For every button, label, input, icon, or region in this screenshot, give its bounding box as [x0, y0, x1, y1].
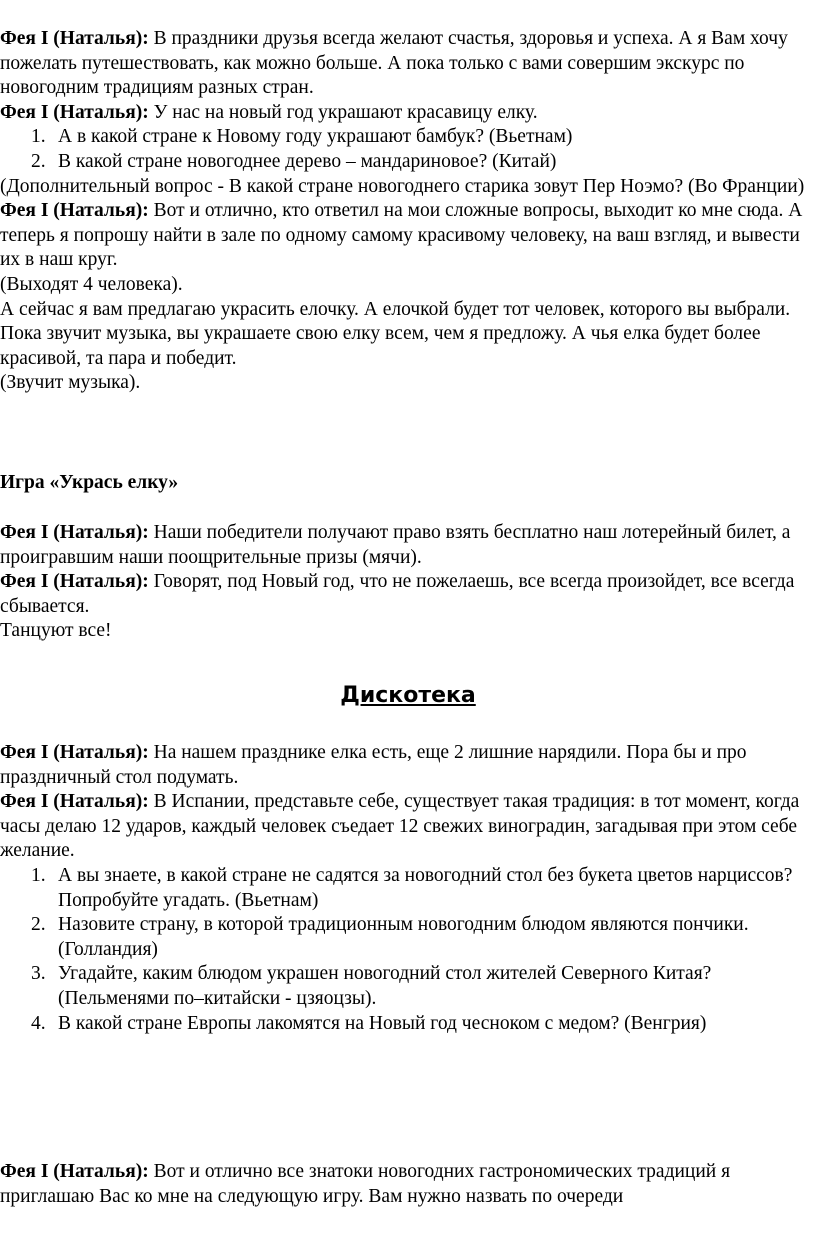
list-number: 3.: [31, 963, 46, 985]
list-item: [0, 913, 812, 962]
question-list: [0, 125, 812, 174]
list-number: 2.: [31, 150, 46, 172]
paragraph-text: Вот и отлично все знатоки новогодних гастрономических традиций я приглашаю Вас ко мне на следующую игру. Вам нужно назвать по очереди: [0, 1161, 731, 1207]
speaker-label: Фея I (Наталья):: [0, 571, 149, 593]
paragraph-text: Вот и отлично, кто ответил на мои сложные вопросы, выходит ко мне сюда. А теперь я попрошу найти в зале по одному самому красивому человеку, на ваш взгляд, и вывести их в наш круг.: [0, 200, 803, 271]
paragraph-text: Наши победители получают право взять бесплатно наш лотерейный билет, а проигравшим наши поощрительные призы (мячи).: [0, 522, 791, 568]
game-title: Игра «Укрась елку»: [0, 472, 179, 493]
speaker-label: Фея I (Наталья):: [0, 742, 149, 763]
question-list: [0, 864, 812, 1036]
speaker-label: Фея I (Наталья):: [0, 200, 149, 222]
paragraph: [0, 741, 812, 790]
paragraph-text: В Испании, представьте себе, существует такая традиция: в тот момент, когда часы делаю 12 ударов, каждый человек съедает 12 свежих виноградин, загадывая при этом себе желание.: [0, 791, 800, 862]
speaker-label: Фея I (Наталья):: [0, 101, 149, 123]
paragraph: [0, 199, 812, 273]
list-text: В какой стране Европы лакомятся на Новый год чесноком с медом? (Венгрия): [58, 1012, 707, 1034]
list-number: 1.: [31, 126, 46, 148]
paragraph: [0, 27, 812, 101]
paragraph: [0, 1160, 812, 1209]
paragraph: [0, 101, 812, 126]
list-item: [0, 1012, 812, 1037]
list-text: Назовите страну, в которой традиционным новогодним блюдом являются пончики. (Голландия): [58, 914, 749, 960]
speaker-label: Фея I (Наталья):: [0, 28, 149, 49]
paragraph-text: На нашем празднике елка есть, еще 2 лишние нарядили. Пора бы и про праздничный стол подумать.: [0, 742, 747, 788]
list-item: [0, 125, 812, 150]
list-text: Угадайте, каким блюдом украшен новогодний стол жителей Северного Китая? (Пельменями по–китайски - цзяоцзы).: [58, 963, 712, 1009]
list-text: А в какой стране к Новому году украшают бамбук? (Вьетнам): [58, 126, 573, 148]
list-item: [0, 962, 812, 1011]
speaker-label: Фея I (Наталья):: [0, 522, 149, 543]
paragraph-text: У нас на новый год украшают красавицу елку.: [153, 101, 538, 123]
extra-question: (Дополнительный вопрос - В какой стране новогоднего старика зовут Пер Ноэмо? (Во Франции): [0, 175, 805, 197]
list-item: [0, 864, 812, 913]
dance-line: Танцуют все!: [0, 620, 112, 642]
paragraph: [0, 521, 812, 570]
stage-note: (Выходят 4 человека).: [0, 273, 183, 295]
paragraph-text: Говорят, под Новый год, что не пожелаешь, все всегда произойдет, все всегда сбывается.: [0, 571, 795, 617]
list-item: [0, 150, 812, 175]
section-heading: Дискотека: [340, 683, 476, 708]
section-game-result: [0, 521, 812, 644]
list-number: 4.: [31, 1012, 46, 1034]
speaker-label: Фея I (Наталья):: [0, 1161, 149, 1182]
paragraph: [0, 570, 812, 619]
section-intro: [0, 27, 812, 396]
paragraph: А сейчас я вам предлагаю украсить елочку. А елочкой будет тот человек, которого вы выбрали. Пока звучит музыка, вы украшаете свою елку всем, чем я предложу. А чья елка будет более красивой, та пара и победит.: [0, 298, 791, 369]
section-food: [0, 741, 812, 1036]
list-number: 1.: [31, 864, 46, 886]
paragraph: [0, 790, 812, 864]
stage-note: (Звучит музыка).: [0, 372, 141, 394]
speaker-label: Фея I (Наталья):: [0, 791, 149, 813]
list-text: А вы знаете, в какой стране не садятся за новогодний стол без букета цветов нарциссов? Попробуйте угадать. (Вьетнам): [58, 864, 793, 911]
list-text: В какой стране новогоднее дерево – мандариновое? (Китай): [58, 150, 557, 172]
paragraph-text: В праздники друзья всегда желают счастья, здоровья и успеха. А я Вам хочу пожелать путешествовать, как можно больше. А пока только с вами совершим экскурс по новогодним традициям разных стран.: [0, 28, 788, 99]
list-number: 2.: [31, 914, 46, 936]
